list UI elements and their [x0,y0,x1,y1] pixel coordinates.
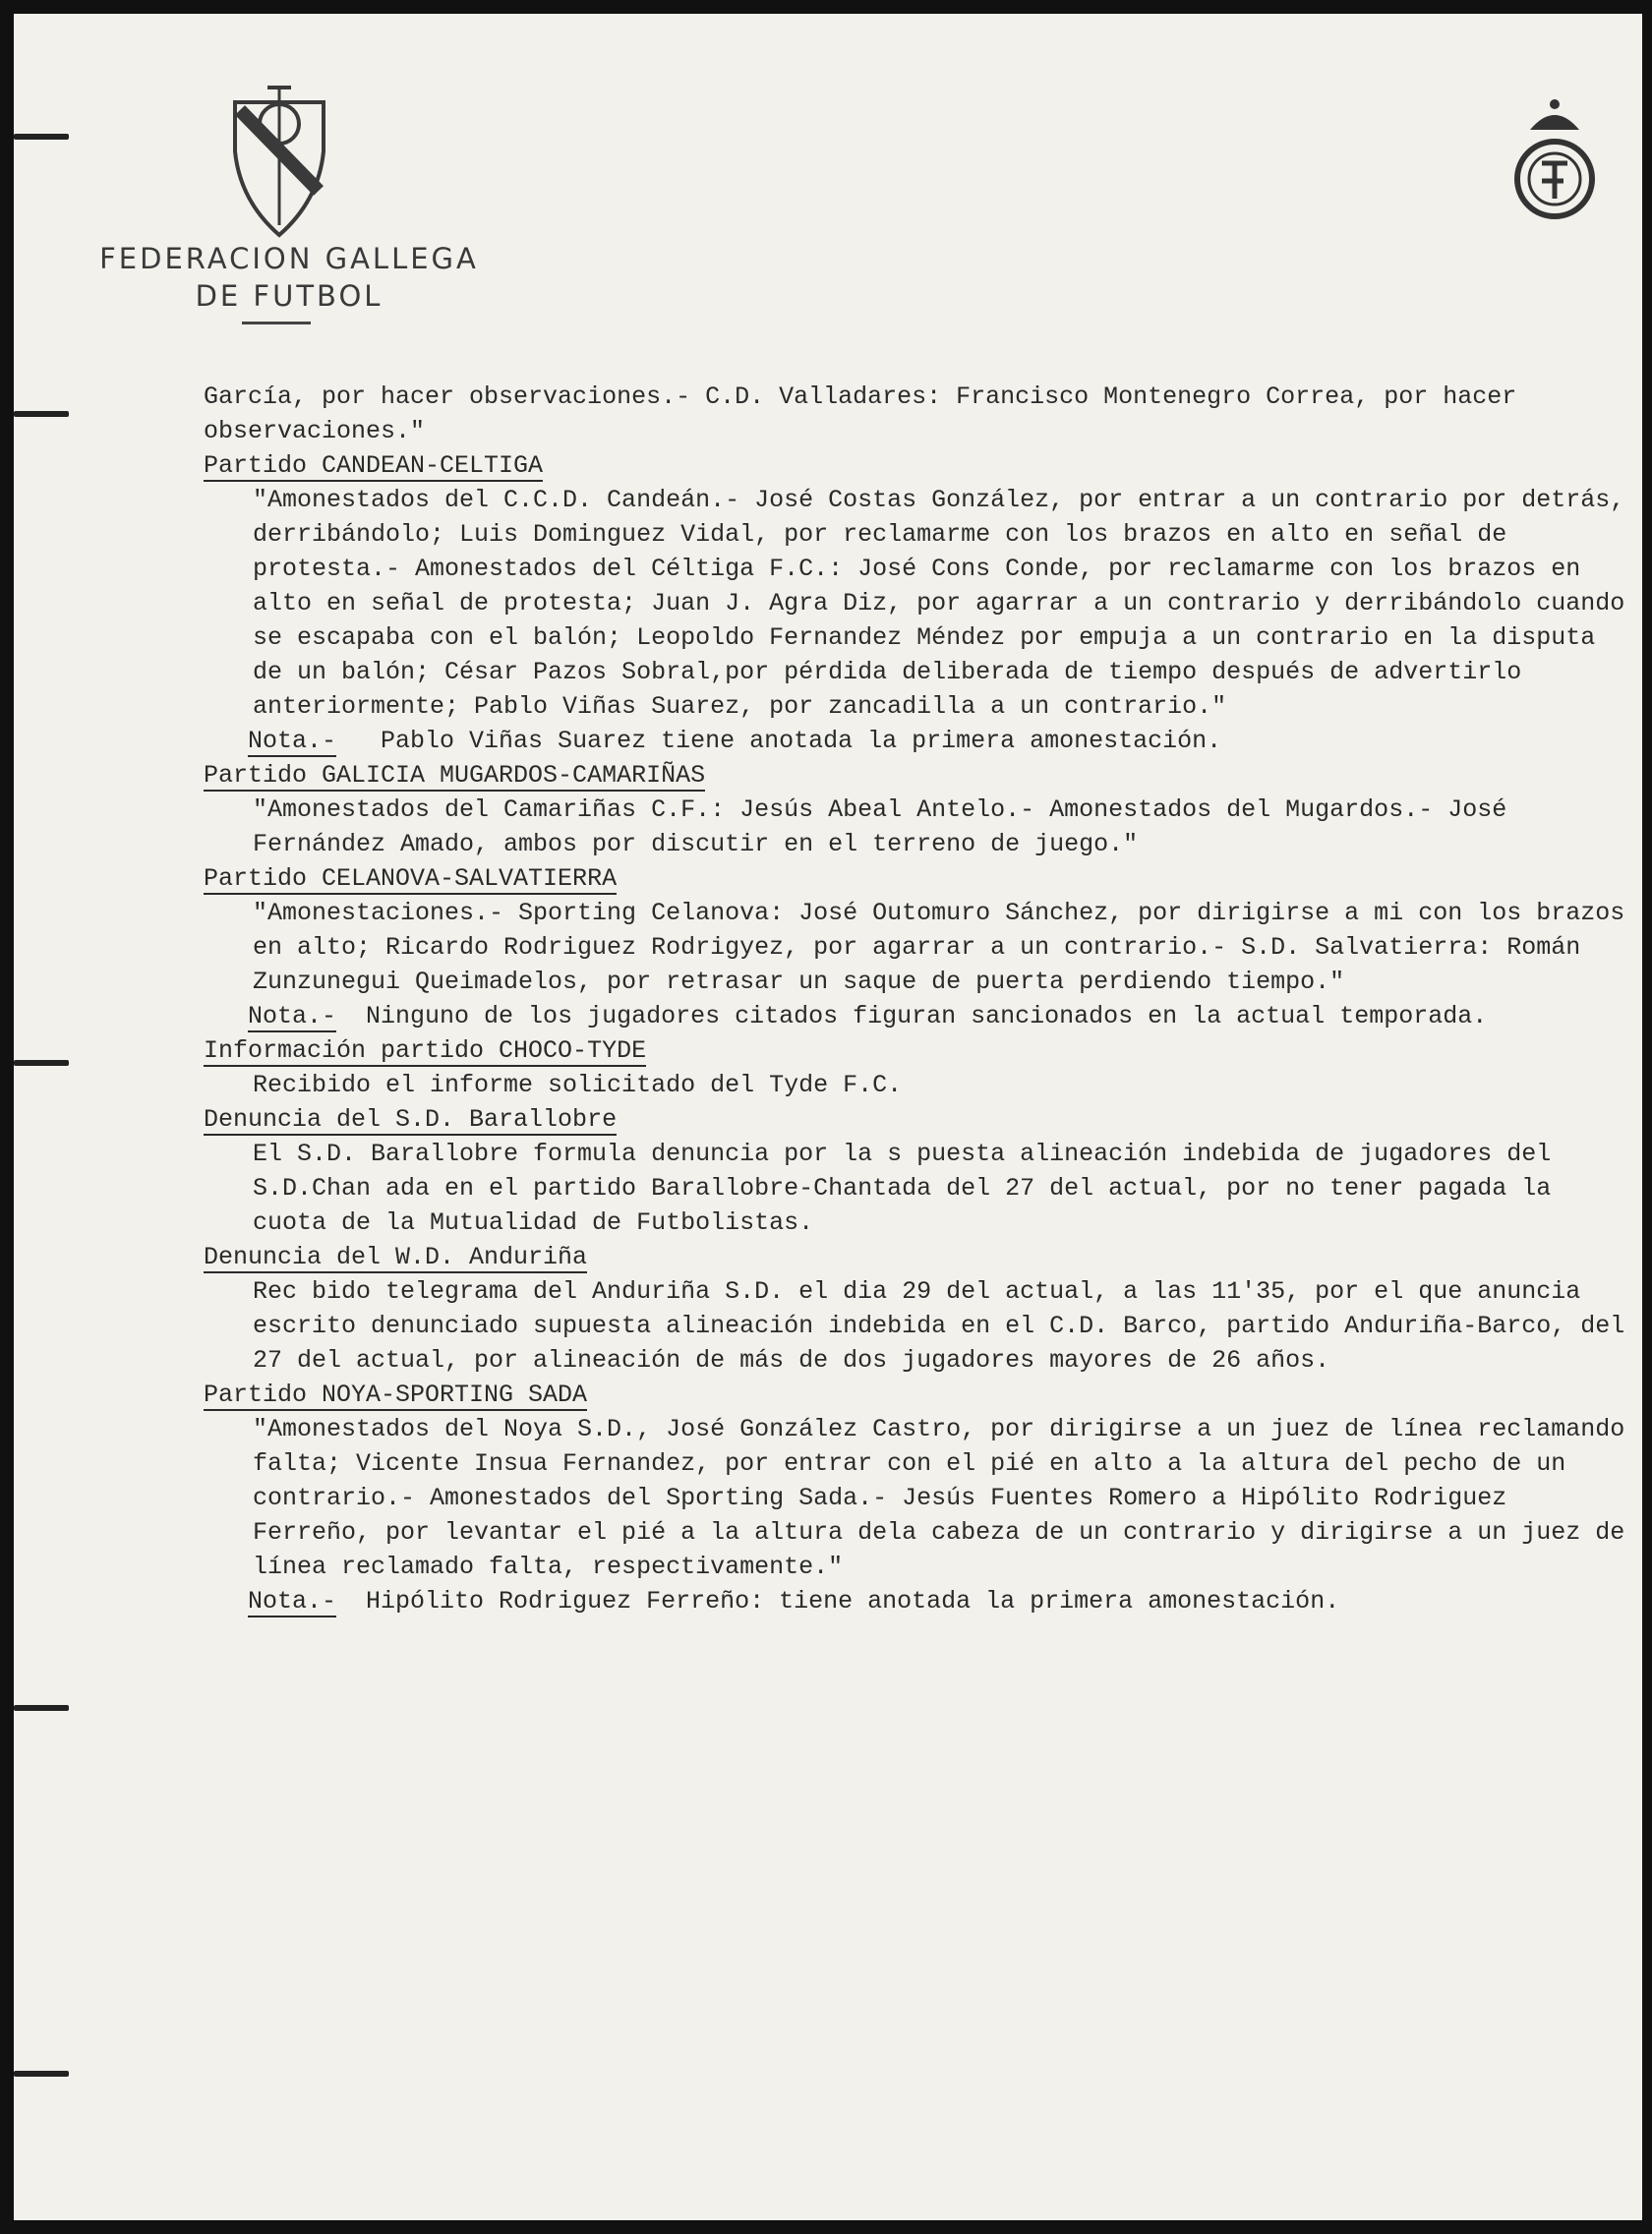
section-text: "Amonestados del Noya S.D., José González Castro, por dirigirse a un juez de línea reclamando falta; Vicente Insua Fernandez, por entrar con el pié en alto a la altura del pecho de un contrario.- Amonestados del Sporting Sada.- Jesús Fuentes Romero a Hipólito Rodriguez Ferreño, por levantar el pié a la altura dela cabeza de un contrario y dirigirse a un juez de línea reclamado falta, respectivamente." [253,1415,1625,1581]
section-text: El S.D. Barallobre formula denuncia por la s puesta alineación indebida de jugadores del S.D.Chan ada en el partido Barallobre-Chantada del 27 del actual, por no tener pagada la cuota de la Mutualidad de Futbolistas. [253,1140,1552,1237]
section-text: "Amonestados del Camariñas C.F.: Jesús Abeal Antelo.- Amonestados del Mugardos.- José Fernández Amado, ambos por discutir en el terreno de juego." [253,795,1507,858]
federation-shield-icon [230,83,328,240]
federation-name [83,240,496,315]
section-heading: Información partido CHOCO-TYDE [204,1036,647,1065]
rfef-crest-icon [1501,92,1609,230]
document-body [204,380,1639,1618]
letterhead-rule [242,322,311,324]
section-text: "Amonestaciones.- Sporting Celanova: José Outomuro Sánchez, por dirigirse a mi con los brazos en alto; Ricardo Rodriguez Rodrigyez, por agarrar a un contrario.- S.D. Salvatierra: Román Zunzunegui Queimadelos, por retrasar un saque de puerta perdiendo tiempo." [253,899,1625,996]
section-text: Recibido el informe solicitado del Tyde F.C. [253,1071,903,1099]
document-page [14,14,1642,2220]
section-heading: Partido CANDEAN-CELTIGA [204,451,544,480]
section-text: "Amonestados del C.C.D. Candeán.- José Costas González, por entrar a un contrario por detrás, derribándolo; Luis Dominguez Vidal, por reclamarme con los brazos en alto en señal de protesta.- Amonestados del Céltiga F.C.: José Cons Conde, por reclamarme con los brazos en alto en señal de protesta; Juan J. Agra Diz, por agarrar a un contrario y derribándolo cuando se escapaba con el balón; Leopoldo Fernandez Méndez por empuja a un contrario en la disputa de un balón; César Pazos Sobral,por pérdida deliberada de tiempo después de advertirlo anteriormente; Pablo Viñas Suarez, por zancadilla a un contrario." [253,486,1625,721]
binding-mark [14,411,69,417]
section-heading: Denuncia del W.D. Anduriña [204,1243,588,1271]
binding-mark [14,1060,69,1066]
section-note: Nota.- Ninguno de los jugadores citados figuran sancionados en la actual temporada. [248,1002,1488,1030]
intro-paragraph: García, por hacer observaciones.- C.D. Valladares: Francisco Montenegro Correa, por hacer observaciones." [204,382,1517,445]
section-note: Nota.- Hipólito Rodriguez Ferreño: tiene anotada la primera amonestación. [248,1587,1340,1616]
section-heading: Partido CELANOVA-SALVATIERRA [204,864,618,893]
binding-mark [14,1705,69,1711]
binding-mark [14,2071,69,2077]
section-heading: Partido GALICIA MUGARDOS-CAMARIÑAS [204,761,706,790]
section-note: Nota.- Pablo Viñas Suarez tiene anotada la primera amonestación. [248,727,1222,755]
section-heading: Denuncia del S.D. Barallobre [204,1105,618,1134]
federation-name-line1: FEDERACION GALLEGA [99,242,479,275]
binding-mark [14,134,69,140]
section-heading: Partido NOYA-SPORTING SADA [204,1381,588,1409]
federation-name-line2: DE FUTBOL [195,279,384,313]
section-text: Rec bido telegrama del Anduriña S.D. el dia 29 del actual, a las 11'35, por el que anuncia escrito denunciado supuesta alineación indebida en el C.D. Barco, partido Anduriña-Barco, del 27 del actual, por alineación de más de dos jugadores mayores de 26 años. [253,1277,1625,1375]
